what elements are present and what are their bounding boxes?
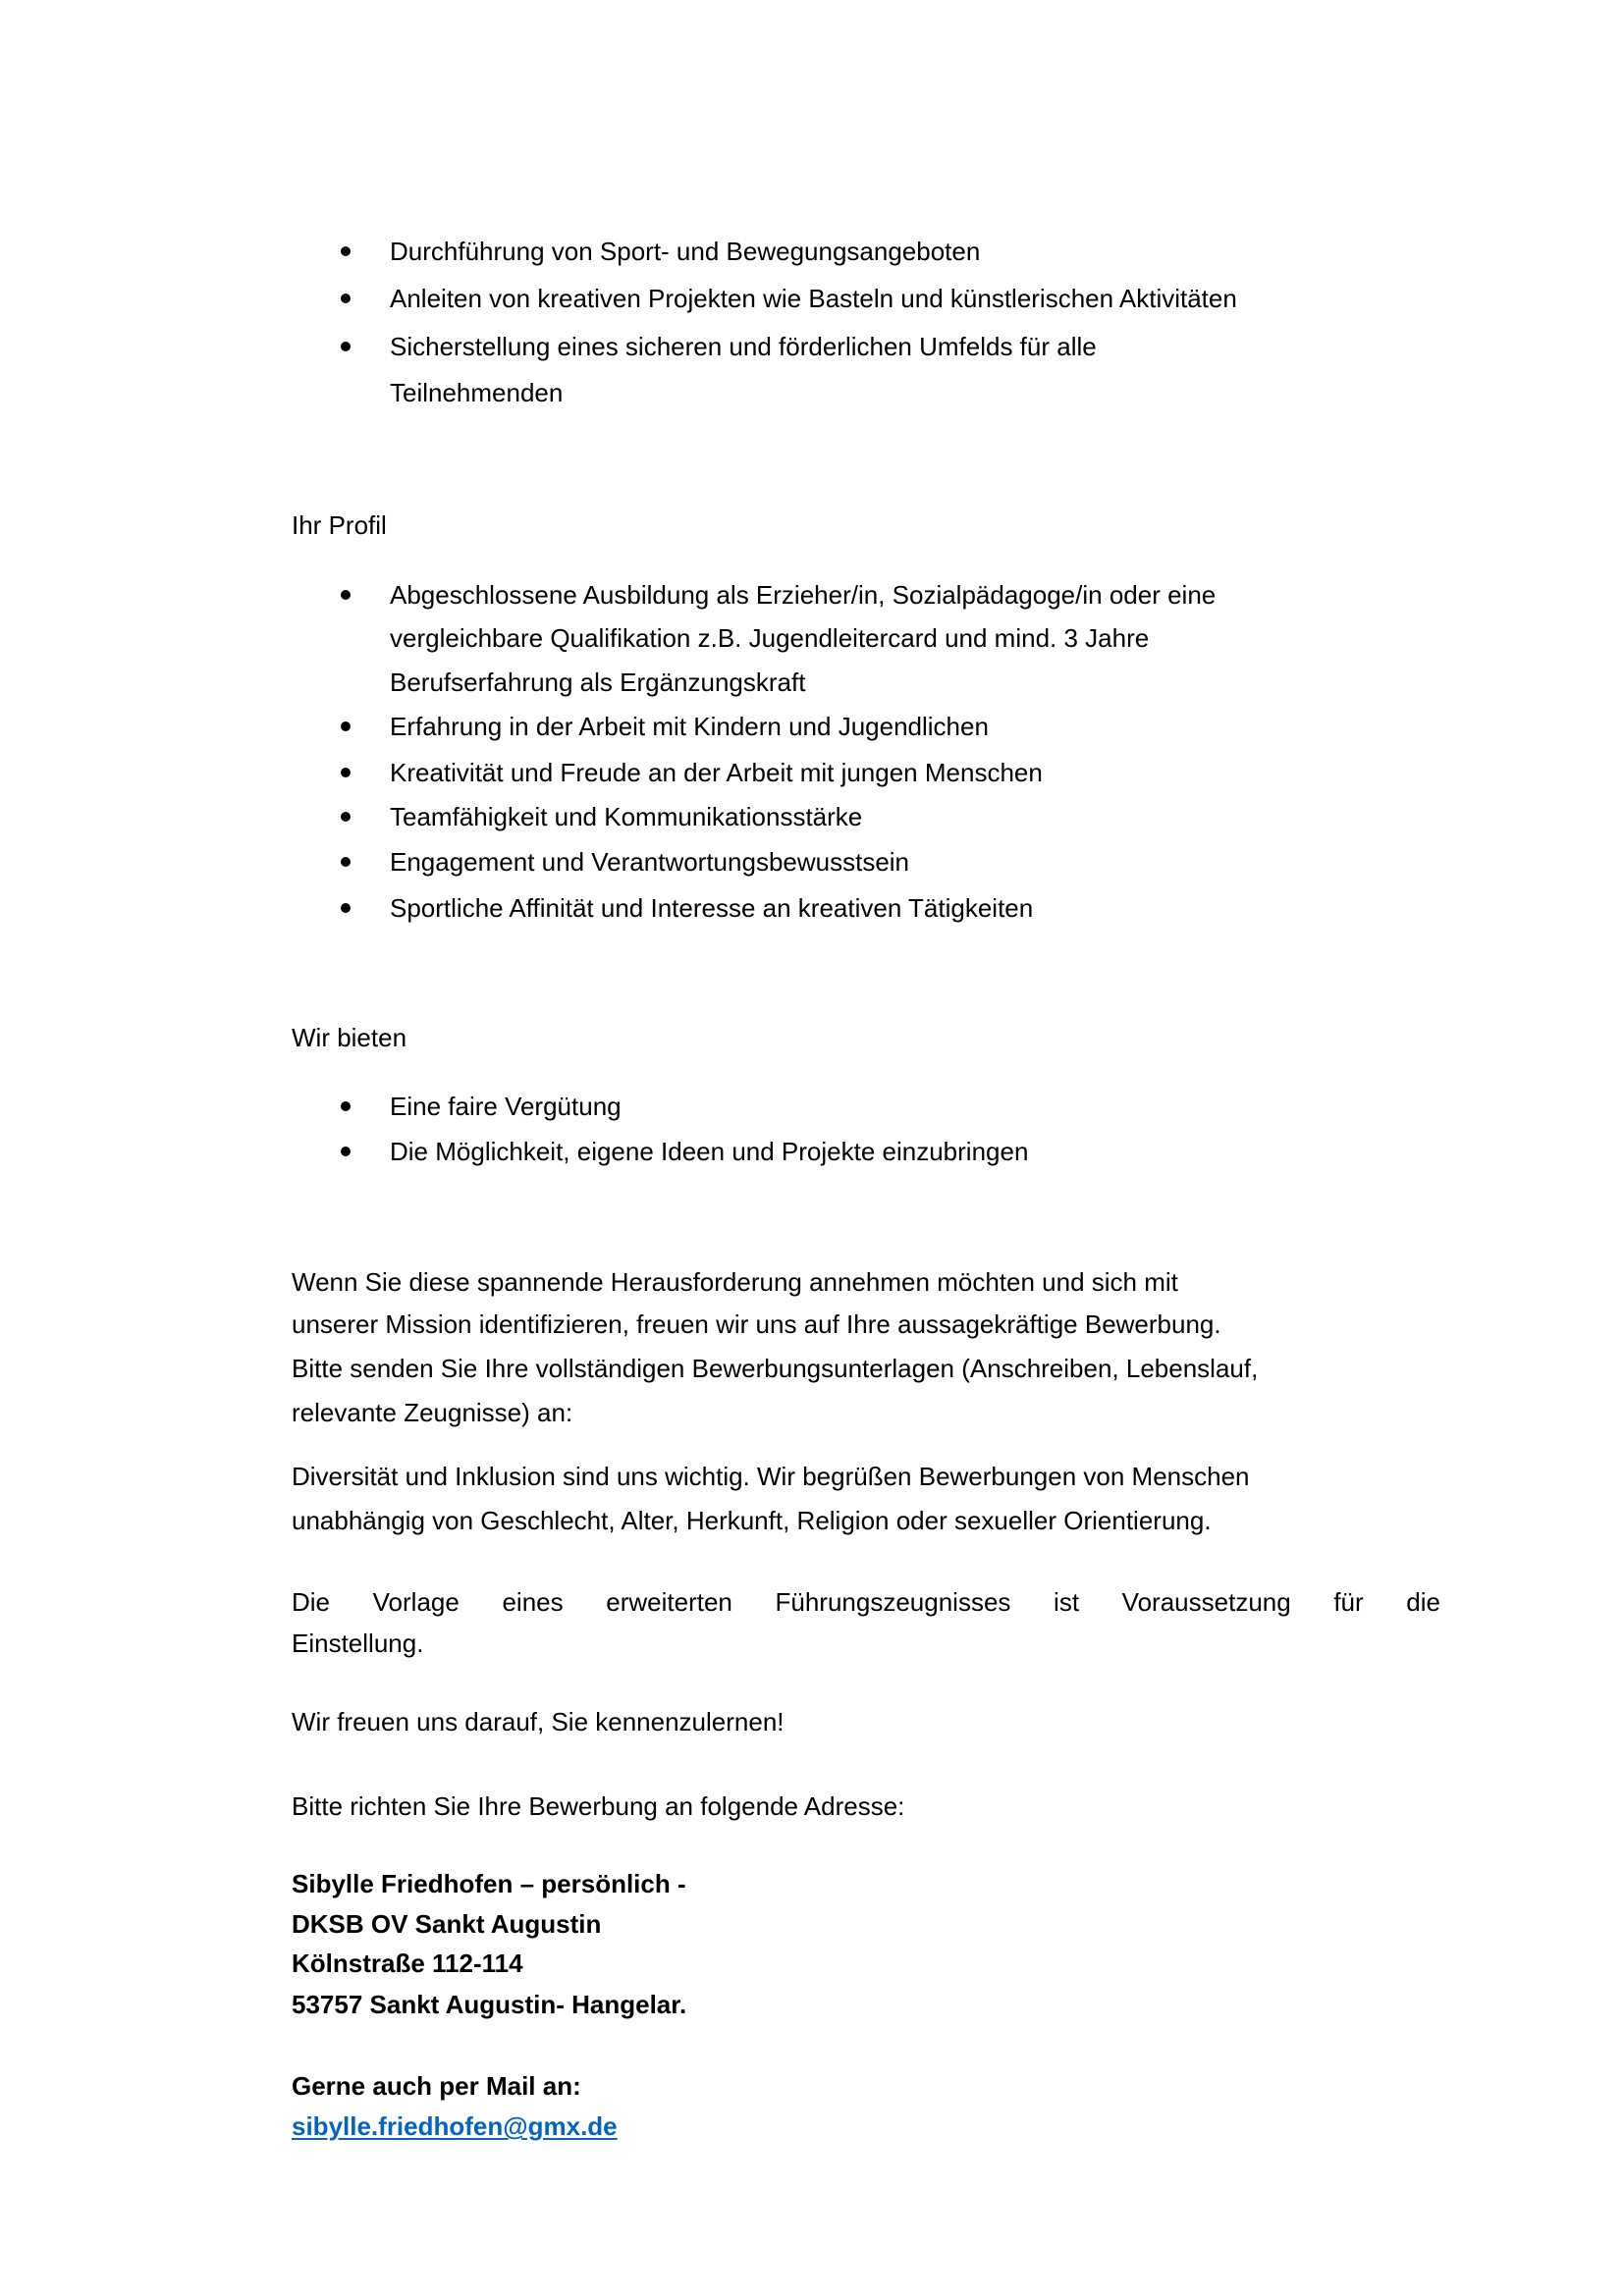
bullet-icon	[341, 1101, 351, 1111]
list-item: Eine faire Vergütung	[390, 1092, 622, 1121]
bullet-icon	[341, 590, 351, 600]
list-item: Sicherstellung eines sicheren und förderlichen Umfelds für alle	[390, 332, 1097, 361]
list-item: Sportliche Affinität und Interesse an kreativen Tätigkeiten	[390, 893, 1034, 923]
paragraph-line: relevante Zeugnisse) an:	[292, 1398, 573, 1427]
bullet-icon	[341, 342, 351, 351]
list-item: Teamfähigkeit und Kommunikationsstärke	[390, 802, 863, 831]
section-heading-angebot: Wir bieten	[292, 1023, 407, 1052]
list-item-continuation: vergleichbare Qualifikation z.B. Jugendleitercard und mind. 3 Jahre	[390, 623, 1150, 653]
list-item: Anleiten von kreativen Projekten wie Basteln und künstlerischen Aktivitäten	[390, 284, 1237, 313]
list-item: Kreativität und Freude an der Arbeit mit jungen Menschen	[390, 758, 1043, 787]
list-item: Durchführung von Sport- und Bewegungsangeboten	[390, 237, 981, 266]
list-item: Abgeschlossene Ausbildung als Erzieher/in, Sozialpädagoge/in oder eine	[390, 580, 1217, 610]
list-item-continuation: Teilnehmenden	[390, 378, 564, 407]
paragraph-line: unabhängig von Geschlecht, Alter, Herkunft, Religion oder sexueller Orientierung.	[292, 1506, 1212, 1535]
paragraph-line: Diversität und Inklusion sind uns wichtig. Wir begrüßen Bewerbungen von Menschen	[292, 1462, 1250, 1491]
bullet-icon	[341, 721, 351, 731]
bullet-icon	[341, 768, 351, 777]
section-heading-profil: Ihr Profil	[292, 510, 387, 540]
list-item: Erfahrung in der Arbeit mit Kindern und Jugendlichen	[390, 712, 989, 741]
bullet-icon	[341, 857, 351, 867]
paragraph-line: unserer Mission identifizieren, freuen wir uns auf Ihre aussagekräftige Bewerbung.	[292, 1309, 1221, 1339]
email-link[interactable]: sibylle.friedhofen@gmx.de	[292, 2111, 618, 2141]
bullet-icon	[341, 812, 351, 822]
list-item-continuation: Berufserfahrung als Ergänzungskraft	[390, 667, 806, 697]
bullet-icon	[341, 294, 351, 303]
mail-label: Gerne auch per Mail an:	[292, 2071, 581, 2101]
paragraph-line: Wenn Sie diese spannende Herausforderung annehmen möchten und sich mit	[292, 1267, 1178, 1297]
address-intro: Bitte richten Sie Ihre Bewerbung an folgende Adresse:	[292, 1791, 905, 1821]
closing-greeting: Wir freuen uns darauf, Sie kennenzulernen!	[292, 1707, 785, 1736]
bullet-icon	[341, 246, 351, 256]
address-city: 53757 Sankt Augustin- Hangelar.	[292, 1990, 687, 2019]
address-street: Kölnstraße 112-114	[292, 1949, 523, 1978]
address-recipient: Sibylle Friedhofen – persönlich -	[292, 1869, 686, 1898]
address-organization: DKSB OV Sankt Augustin	[292, 1909, 602, 1939]
bullet-icon	[341, 903, 351, 913]
bullet-icon	[341, 1147, 351, 1156]
paragraph-line: Einstellung.	[292, 1629, 424, 1658]
paragraph-line: Die Vorlage eines erweiterten Führungszeugnisses ist Voraussetzung für die	[292, 1587, 1440, 1617]
list-item: Die Möglichkeit, eigene Ideen und Projekte einzubringen	[390, 1137, 1029, 1166]
list-item: Engagement und Verantwortungsbewusstsein	[390, 847, 910, 877]
paragraph-line: Bitte senden Sie Ihre vollständigen Bewerbungsunterlagen (Anschreiben, Lebenslauf,	[292, 1354, 1259, 1383]
